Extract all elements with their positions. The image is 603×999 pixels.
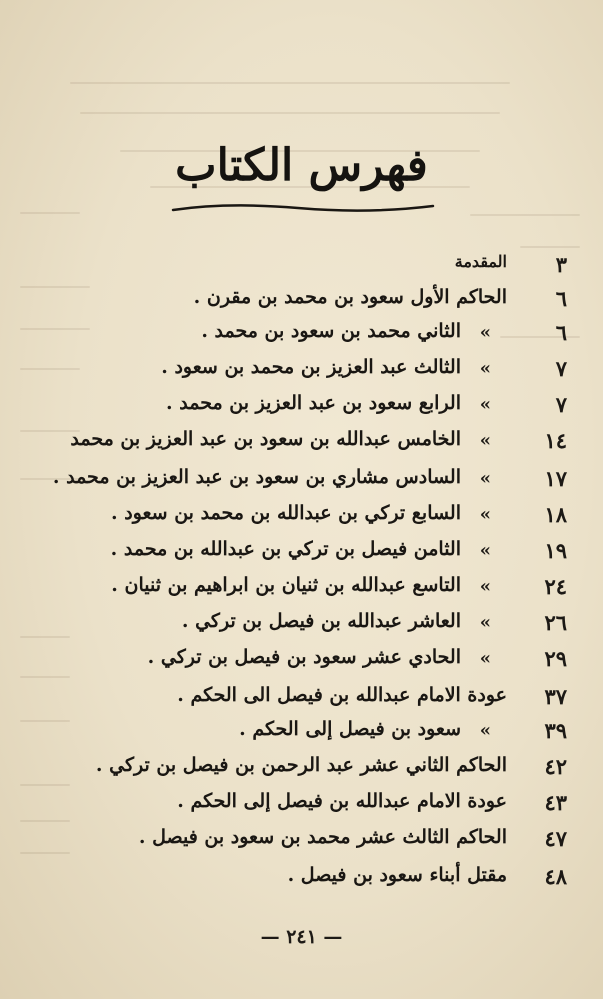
toc-page-number: ٧ [555,392,567,417]
toc-entry-title: التاسع عبدالله بن ثنيان بن ابراهيم بن ثنيان . [111,574,461,596]
toc-page-number: ٧ [555,356,567,381]
toc-entry [0,502,603,534]
toc-entry [0,646,603,678]
toc-entry [0,356,603,388]
toc-page-number: ٤٧ [544,826,567,851]
toc-entry-title: المقدمة [454,252,507,271]
toc-entry [0,428,603,460]
toc-page-number: ٦ [555,320,567,345]
toc-entry [0,684,603,716]
toc-entry-title: الحاكم الثالث عشر محمد بن سعود بن فيصل . [138,826,507,848]
toc-page-number: ٢٩ [544,646,567,671]
toc-page-number: ٣ [555,252,567,277]
toc-entry [0,286,603,318]
ditto-mark: « [479,430,491,451]
ditto-mark: « [479,322,491,343]
toc-page-number: ١٤ [544,428,567,453]
ditto-mark: « [479,358,491,379]
toc-page-number: ٣٧ [544,684,567,709]
toc-page-number: ٤٢ [544,754,567,779]
toc-entry-title: الثامن فيصل بن تركي بن عبدالله بن محمد . [110,538,461,560]
toc-page-number: ٦ [555,286,567,311]
toc-entry-title: الخامس عبدالله بن سعود بن عبد العزيز بن محمد [70,428,461,450]
toc-entry [0,864,603,896]
toc-entry-title: العاشر عبدالله بن فيصل بن تركي . [181,610,461,632]
toc-entry [0,466,603,498]
toc-entry [0,252,603,284]
toc-entry [0,718,603,750]
ditto-mark: « [479,576,491,597]
toc-entry [0,790,603,822]
toc-entry-title: الحادي عشر سعود بن فيصل بن تركي . [147,646,461,668]
toc-entry [0,392,603,424]
toc-entry [0,574,603,606]
toc-entry-title: الرابع سعود بن عبد العزيز بن محمد . [166,392,461,414]
toc-entry [0,538,603,570]
toc-entry-title: السابع تركي بن عبدالله بن محمد بن سعود . [111,502,461,524]
toc-page-number: ٣٩ [544,718,567,743]
toc-entry-title: الحاكم الثاني عشر عبد الرحمن بن فيصل بن تركي . [95,754,507,776]
toc-page-number: ٢٤ [544,574,567,599]
toc-entry [0,754,603,786]
ditto-mark: « [479,504,491,525]
ditto-mark: « [479,540,491,561]
ditto-mark: « [479,720,491,741]
ditto-mark: « [479,648,491,669]
toc-page-number: ٤٣ [544,790,567,815]
toc-entry-title: عودة الامام عبدالله بن فيصل الى الحكم . [177,684,507,706]
ditto-mark: « [479,468,491,489]
toc-entry-title: الحاكم الأول سعود بن محمد بن مقرن . [193,286,507,308]
ditto-mark: « [479,394,491,415]
toc-entry [0,320,603,352]
toc-page-number: ٢٦ [544,610,567,635]
page-number: — ٢٤١ — [260,926,343,948]
toc-entry-title: سعود بن فيصل إلى الحكم . [239,718,461,740]
toc-entry [0,826,603,858]
ditto-mark: « [479,612,491,633]
toc-entry-title: السادس مشاري بن سعود بن عبد العزيز بن محمد . [52,466,461,488]
toc-entry-title: الثاني محمد بن سعود بن محمد . [201,320,461,342]
toc-entry-title: عودة الامام عبدالله بن فيصل إلى الحكم . [177,790,507,812]
toc-entry-title: الثالث عبد العزيز بن محمد بن سعود . [161,356,461,378]
toc-entry [0,610,603,642]
toc-page-number: ١٩ [544,538,567,563]
toc-page-number: ٤٨ [544,864,567,889]
title-flourish [168,198,438,218]
toc-page-number: ١٨ [544,502,567,527]
toc-page-number: ١٧ [544,466,567,491]
page-title: فهرس الكتاب [175,140,428,191]
toc-entry-title: مقتل أبناء سعود بن فيصل . [287,864,507,886]
